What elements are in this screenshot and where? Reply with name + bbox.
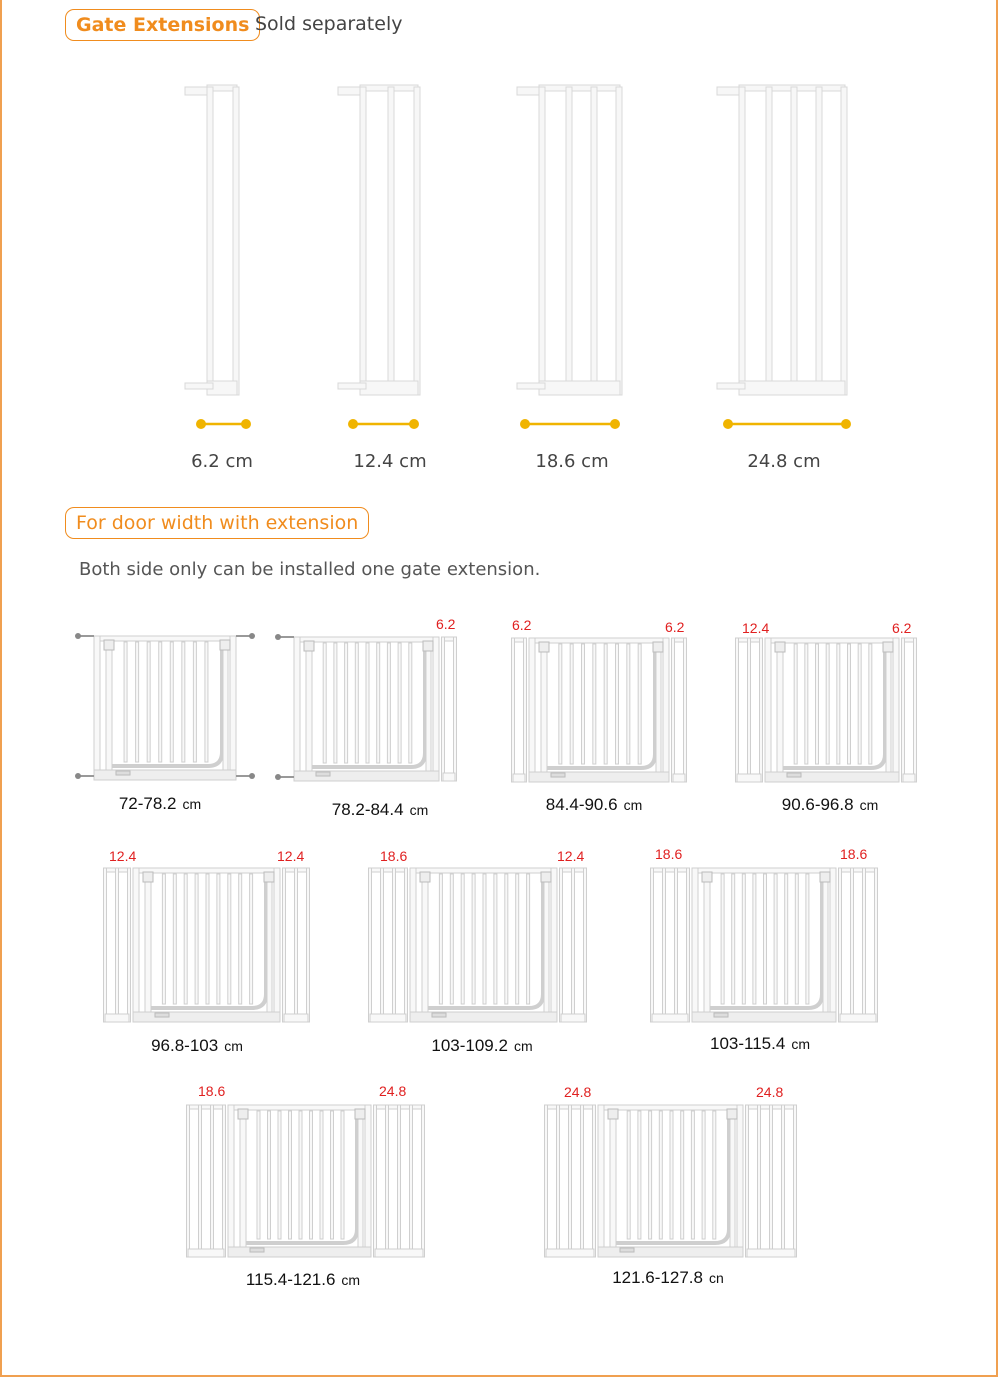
door-width-range — [504, 795, 684, 815]
sold-separately-text: Sold separately — [255, 13, 403, 35]
extension-size-label: 18.6 cm — [535, 451, 609, 472]
range-unit: cm — [182, 796, 202, 812]
gate-config-4 — [737, 634, 915, 784]
gate-config-2 — [290, 633, 455, 783]
right-extension-size: 6.2 — [892, 620, 912, 636]
dimension-marker-4 — [722, 417, 882, 431]
left-extension-size: 18.6 — [380, 848, 408, 864]
extension-panel-1 — [185, 75, 247, 405]
left-extension-size: 18.6 — [198, 1083, 226, 1099]
gate-config-6 — [370, 864, 585, 1024]
installation-note: Both side only can be installed one gate extension. — [79, 559, 541, 580]
left-extension-size: 12.4 — [742, 620, 770, 636]
gate-config-7 — [652, 864, 876, 1024]
range-unit: cm — [791, 1036, 810, 1052]
range-value: 103-109.2 — [431, 1036, 508, 1055]
left-extension-size: 12.4 — [109, 848, 137, 864]
range-value: 115.4-121.6 — [245, 1270, 336, 1289]
dimension-marker-3 — [519, 417, 679, 431]
door-width-range — [670, 1034, 850, 1054]
left-extension-size: 18.6 — [655, 846, 683, 862]
range-unit: cm — [341, 1272, 361, 1288]
right-extension-size: 24.8 — [756, 1084, 784, 1100]
door-width-range — [213, 1270, 393, 1290]
gate-config-5 — [105, 864, 308, 1024]
range-unit: cm — [513, 1038, 533, 1054]
gate-config-1 — [90, 632, 240, 782]
gate-config-8 — [188, 1101, 423, 1259]
door-width-range — [70, 794, 250, 814]
door-width-badge: For door width with extension — [65, 507, 369, 539]
right-extension-size: 6.2 — [436, 616, 456, 632]
extension-panel-2 — [338, 75, 428, 405]
door-width-range — [290, 800, 470, 820]
range-unit: cm — [859, 797, 879, 813]
range-value: 84.4-90.6 — [545, 795, 618, 814]
right-extension-size: 12.4 — [277, 848, 305, 864]
extension-size-label: 24.8 cm — [747, 451, 821, 472]
range-value: 72-78.2 — [118, 794, 177, 813]
extension-panel-4 — [717, 75, 855, 405]
dimension-marker-2 — [347, 417, 507, 431]
extension-panel-3 — [517, 75, 630, 405]
right-extension-size: 6.2 — [665, 619, 685, 635]
gate-config-9 — [546, 1101, 795, 1259]
range-unit: cm — [224, 1038, 243, 1054]
range-value: 103-115.4 — [710, 1034, 786, 1053]
extension-size-label: 12.4 cm — [353, 451, 427, 472]
range-value: 90.6-96.8 — [781, 795, 854, 814]
right-extension-size: 18.6 — [840, 846, 868, 862]
door-width-range — [392, 1036, 572, 1056]
right-extension-size: 12.4 — [557, 848, 585, 864]
range-unit: cn — [708, 1270, 724, 1286]
range-unit: cm — [623, 797, 643, 813]
door-width-range — [740, 795, 920, 815]
left-extension-size: 24.8 — [564, 1084, 592, 1100]
range-value: 78.2-84.4 — [331, 800, 404, 819]
dimension-marker-1 — [195, 417, 355, 431]
range-unit: cm — [409, 802, 429, 818]
door-width-range — [578, 1268, 758, 1288]
left-extension-size: 6.2 — [512, 617, 532, 633]
gate-extensions-badge: Gate Extensions — [65, 9, 260, 41]
right-extension-size: 24.8 — [379, 1083, 407, 1099]
extension-size-label: 6.2 cm — [191, 451, 253, 472]
range-value: 96.8-103 — [151, 1036, 219, 1055]
gate-config-3 — [513, 634, 685, 784]
range-value: 121.6-127.8 — [612, 1268, 703, 1287]
door-width-range — [107, 1036, 287, 1056]
